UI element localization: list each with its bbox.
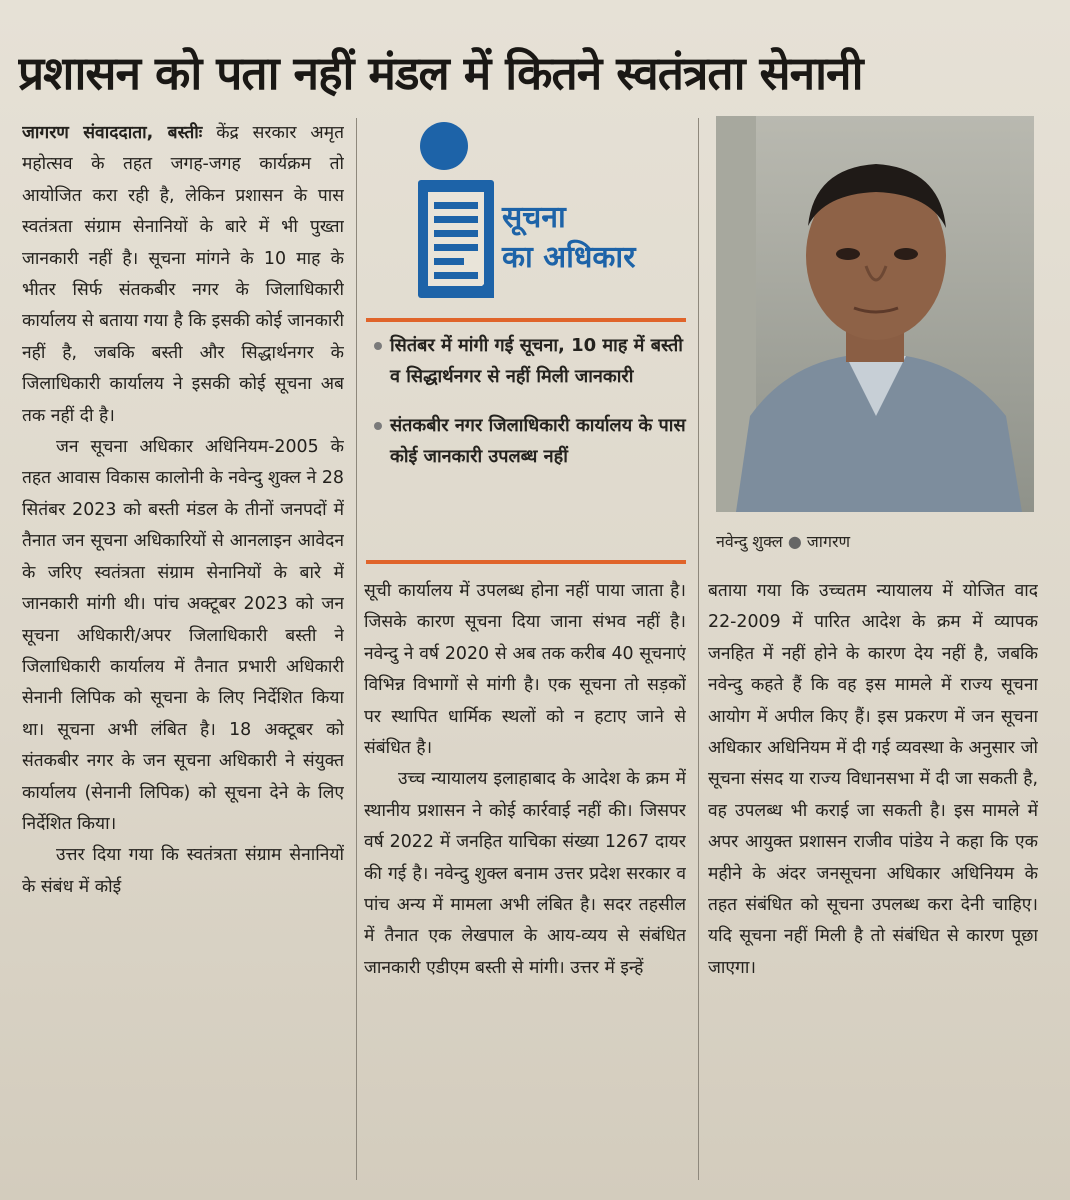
highlight-item: संतकबीर नगर जिलाधिकारी कार्यालय के पास कोई जानकारी उपलब्ध नहीं xyxy=(372,410,690,472)
dateline: जागरण संवाददाता, बस्तीः xyxy=(22,123,203,143)
article-paragraph: बताया गया कि उच्चतम न्यायालय में योजित वाद 22-2009 में पारित आदेश के क्रम में व्यापक जनहित में नहीं होने के कारण देय नहीं है, जबकि नवेन्दु कहते हैं कि वह इस मामले में राज्य सूचना आयोग में अपील किए हैं। इस प्रकरण में जन सूचना अधिकार अधिनियम में दी गई व्यवस्था के अनुसार जो सूचना संसद या राज्य विधानसभा में दी जा सकती है, वह उपलब्ध भी कराई जा सकती है। इस मामले में अपर आयुक्त प्रशासन राजीव पांडेय ने कहा कि एक महीने के अंदर जनसूचना अधिकार अधिनियम के तहत संबंधित को सूचना उपलब्ध करा देनी चाहिए। यदि सूचना नहीं मिली है तो संबंधित से कारण पूछा जाएगा। xyxy=(708,581,1038,978)
article-paragraph: जागरण संवाददाता, बस्तीः केंद्र सरकार अमृत महोत्सव के तहत जगह-जगह कार्यक्रम तो आयोजित करा रही है, लेकिन प्रशासन के पास स्वतंत्रता संग्राम सेनानियों के बारे में भी पुख्ता जानकारी नहीं है। सूचना मांगने के 10 माह के भीतर सिर्फ संतकबीर नगर के जिलाधिकारी कार्यालय से बताया गया है कि इसकी कोई जानकारी नहीं है, जबकि बस्ती और सिद्धार्थनगर के जिलाधिकारी कार्यालय ने इसकी कोई सूचना अब तक नहीं दी है। xyxy=(22,123,344,426)
portrait-photo xyxy=(716,116,1034,512)
portrait-image xyxy=(716,116,1034,512)
headline: प्रशासन को पता नहीं मंडल में कितने स्वतंत्रता सेनानी xyxy=(18,46,863,100)
article-paragraph: सूची कार्यालय में उपलब्ध होना नहीं पाया जाता है। जिसके कारण सूचना दिया जाना संभव नहीं है। नवेन्दु ने वर्ष 2020 से अब तक करीब 40 सूचनाएं विभिन्न विभागों से मांगी है। एक सूचना तो सड़कों पर स्थापित धार्मिक स्थलों को न हटाए जाने से संबंधित है। xyxy=(364,581,686,759)
article-column-1 xyxy=(22,118,344,1180)
article-column-2 xyxy=(364,576,686,1180)
article-column-3 xyxy=(708,576,1038,1180)
caption-bullet-icon: ● xyxy=(787,532,802,551)
article-paragraph: उच्च न्यायालय इलाहाबाद के आदेश के क्रम में स्थानीय प्रशासन ने कोई कार्रवाई नहीं की। जिसपर वर्ष 2022 में जनहित याचिका संख्या 1267 दायर की गई है। नवेन्दु शुक्ल बनाम उत्तर प्रदेश सरकार व पांच अन्य में मामला अभी लंबित है। सदर तहसील में तैनात एक लेखपाल के आय-व्यय से संबंधित जानकारी एडीएम बस्ती से मांगी। उत्तर में इन्हें xyxy=(364,769,686,978)
article-paragraph: उत्तर दिया गया कि स्वतंत्रता संग्राम सेनानियों के संबंध में कोई xyxy=(22,845,344,897)
column-divider xyxy=(698,118,699,1180)
highlight-bottom-rule xyxy=(366,560,686,564)
photo-caption xyxy=(716,530,1034,554)
rti-logo xyxy=(410,118,680,308)
highlights-box xyxy=(372,330,690,490)
highlight-top-rule xyxy=(366,318,686,322)
caption-name: नवेन्दु शुक्ल xyxy=(716,532,783,551)
caption-credit: जागरण xyxy=(806,532,851,551)
highlight-item: सितंबर में मांगी गई सूचना, 10 माह में बस्ती व सिद्धार्थनगर से नहीं मिली जानकारी xyxy=(372,330,690,392)
rti-logo-text: सूचना का अधिकार xyxy=(502,200,636,275)
column-divider xyxy=(356,118,357,1180)
article-paragraph: जन सूचना अधिकार अधिनियम-2005 के तहत आवास विकास कालोनी के नवेन्दु शुक्ल ने 28 सितंबर 2023 को बस्ती मंडल के तीनों जनपदों में तैनात जन सूचना अधिकारियों से आनलाइन आवेदन के जरिए स्वतंत्रता संग्राम सेनानियों के बारे में जानकारी मांगी थी। पांच अक्टूबर 2023 को जन सूचना अधिकारी/अपर जिलाधिकारी बस्ती ने जिलाधिकारी कार्यालय में तैनात प्रभारी अधिकारी सेनानी लिपिक को सूचना के लिए निर्देशित किया था। सूचना अभी लंबित है। 18 अक्टूबर को संतकबीर नगर के जन सूचना अधिकारी ने संयुक्त कार्यालय (सेनानी लिपिक) को सूचना देने के लिए निर्देशित किया। xyxy=(22,437,344,834)
rti-document-icon xyxy=(410,118,510,308)
